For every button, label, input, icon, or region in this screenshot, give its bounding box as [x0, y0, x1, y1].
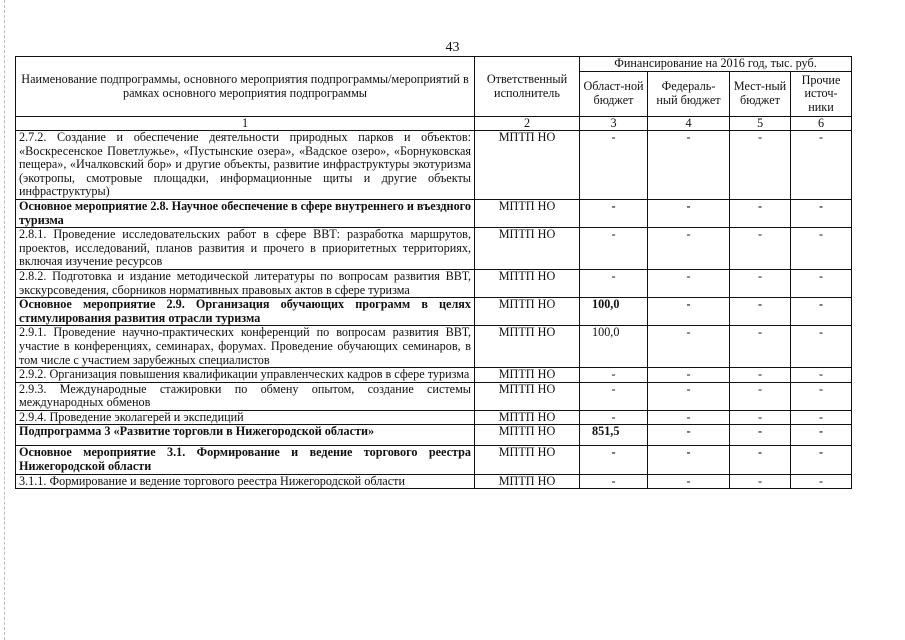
- row-local-budget: -: [730, 410, 791, 425]
- row-executor: МПТП НО: [475, 425, 580, 446]
- row-regional-budget: -: [580, 368, 648, 383]
- row-regional-budget: 100,0: [580, 298, 648, 326]
- row-description: 2.9.3. Международные стажировки по обмену опытом, создание системы международных обменов: [16, 382, 475, 410]
- row-federal-budget: -: [648, 425, 730, 446]
- row-other-sources: -: [791, 382, 852, 410]
- row-federal-budget: -: [648, 410, 730, 425]
- header-local-budget: Мест-ный бюджет: [730, 72, 791, 117]
- row-federal-budget: -: [648, 326, 730, 368]
- row-other-sources: -: [791, 368, 852, 383]
- row-federal-budget: -: [648, 368, 730, 383]
- row-executor: МПТП НО: [475, 228, 580, 270]
- row-executor: МПТП НО: [475, 446, 580, 474]
- header-financing-group: Финансирование на 2016 год, тыс. руб.: [580, 57, 852, 72]
- header-other-sources: Прочие источ-ники: [791, 72, 852, 117]
- row-executor: МПТП НО: [475, 382, 580, 410]
- row-federal-budget: -: [648, 228, 730, 270]
- col-number: 1: [16, 117, 475, 131]
- row-description: 2.9.4. Проведение эколагерей и экспедиций: [16, 410, 475, 425]
- row-description: 2.9.2. Организация повышения квалификации управленческих кадров в сфере туризма: [16, 368, 475, 383]
- row-other-sources: -: [791, 228, 852, 270]
- row-other-sources: -: [791, 326, 852, 368]
- page-number: 43: [445, 40, 460, 55]
- row-executor: МПТП НО: [475, 199, 580, 227]
- table-row: [16, 228, 852, 270]
- row-executor: МПТП НО: [475, 410, 580, 425]
- row-federal-budget: -: [648, 269, 730, 297]
- table-row: [16, 410, 852, 425]
- table-row: [16, 326, 852, 368]
- row-other-sources: -: [791, 446, 852, 474]
- row-federal-budget: -: [648, 382, 730, 410]
- row-local-budget: -: [730, 298, 791, 326]
- row-executor: МПТП НО: [475, 269, 580, 297]
- row-regional-budget: 100,0: [580, 326, 648, 368]
- row-regional-budget: -: [580, 131, 648, 200]
- row-local-budget: -: [730, 228, 791, 270]
- header-regional-budget: Област-ной бюджет: [580, 72, 648, 117]
- table-row: [16, 298, 852, 326]
- row-description: 2.8.2. Подготовка и издание методической литературы по вопросам развития ВВТ, экскурсоведения, сборников нормативных правовых актов в сфере туризма: [16, 269, 475, 297]
- row-executor: МПТП НО: [475, 474, 580, 489]
- row-executor: МПТП НО: [475, 131, 580, 200]
- row-local-budget: -: [730, 446, 791, 474]
- col-number: 6: [791, 117, 852, 131]
- row-local-budget: -: [730, 425, 791, 446]
- row-executor: МПТП НО: [475, 326, 580, 368]
- row-other-sources: -: [791, 410, 852, 425]
- row-local-budget: -: [730, 382, 791, 410]
- row-description: Основное мероприятие 2.9. Организация обучающих программ в целях стимулирования развития отрасли туризма: [16, 298, 475, 326]
- row-description: Подпрограмма 3 «Развитие торговли в Нижегородской области»: [16, 425, 475, 446]
- col-number: 2: [475, 117, 580, 131]
- row-local-budget: -: [730, 368, 791, 383]
- row-other-sources: -: [791, 269, 852, 297]
- row-local-budget: -: [730, 269, 791, 297]
- row-regional-budget: -: [580, 474, 648, 489]
- row-regional-budget: -: [580, 446, 648, 474]
- header-name: Наименование подпрограммы, основного мероприятия подпрограммы/мероприятий в рамках основного мероприятия подпрограммы: [16, 57, 475, 117]
- row-federal-budget: -: [648, 474, 730, 489]
- row-other-sources: -: [791, 425, 852, 446]
- financing-table: [15, 56, 852, 489]
- row-description: Основное мероприятие 3.1. Формирование и ведение торгового реестра Нижегородской области: [16, 446, 475, 474]
- col-number: 3: [580, 117, 648, 131]
- row-description: 2.9.1. Проведение научно-практических конференций по вопросам развития ВВТ, участие в конференциях, семинарах, форумах. Проведение обучающих семинаров, в том числе с участием зарубежных специалистов: [16, 326, 475, 368]
- row-executor: МПТП НО: [475, 298, 580, 326]
- row-description: 3.1.1. Формирование и ведение торгового реестра Нижегородской области: [16, 474, 475, 489]
- row-federal-budget: -: [648, 446, 730, 474]
- page-margin-line: [4, 0, 5, 640]
- row-other-sources: -: [791, 474, 852, 489]
- column-number-row: [16, 117, 852, 131]
- row-federal-budget: -: [648, 298, 730, 326]
- table-row: [16, 474, 852, 489]
- row-other-sources: -: [791, 131, 852, 200]
- table-row: [16, 199, 852, 227]
- header-federal-budget: Федераль-ный бюджет: [648, 72, 730, 117]
- row-description: 2.8.1. Проведение исследовательских работ в сфере ВВТ: разработка маршрутов, проектов, исследований, планов развития и прочего в приоритетных территориях, включая изучение ресурсов: [16, 228, 475, 270]
- row-federal-budget: -: [648, 199, 730, 227]
- row-regional-budget: -: [580, 410, 648, 425]
- row-description: 2.7.2. Создание и обеспечение деятельности природных парков и объектов: «Воскресенское Поветлужье», «Пустынские озера», «Вадское озеро», «Борнуковская пещера», «Ичалковский бор» и другие объекты, развитие инфраструктуры экотуризма (экотропы, смотровые площадки, информационные щиты и другие объекты инфраструктуры): [16, 131, 475, 200]
- table-row: [16, 446, 852, 474]
- row-other-sources: -: [791, 199, 852, 227]
- row-regional-budget: -: [580, 199, 648, 227]
- row-description: Основное мероприятие 2.8. Научное обеспечение в сфере внутреннего и въездного туризма: [16, 199, 475, 227]
- row-local-budget: -: [730, 131, 791, 200]
- table-row: [16, 425, 852, 446]
- header-executor: Ответственный исполнитель: [475, 57, 580, 117]
- row-local-budget: -: [730, 326, 791, 368]
- row-regional-budget: 851,5: [580, 425, 648, 446]
- table-row: [16, 269, 852, 297]
- row-federal-budget: -: [648, 131, 730, 200]
- col-number: 4: [648, 117, 730, 131]
- row-local-budget: -: [730, 199, 791, 227]
- table-row: [16, 131, 852, 200]
- table-row: [16, 368, 852, 383]
- row-local-budget: -: [730, 474, 791, 489]
- row-regional-budget: -: [580, 269, 648, 297]
- row-other-sources: -: [791, 298, 852, 326]
- row-regional-budget: -: [580, 228, 648, 270]
- col-number: 5: [730, 117, 791, 131]
- table-row: [16, 382, 852, 410]
- row-executor: МПТП НО: [475, 368, 580, 383]
- row-regional-budget: -: [580, 382, 648, 410]
